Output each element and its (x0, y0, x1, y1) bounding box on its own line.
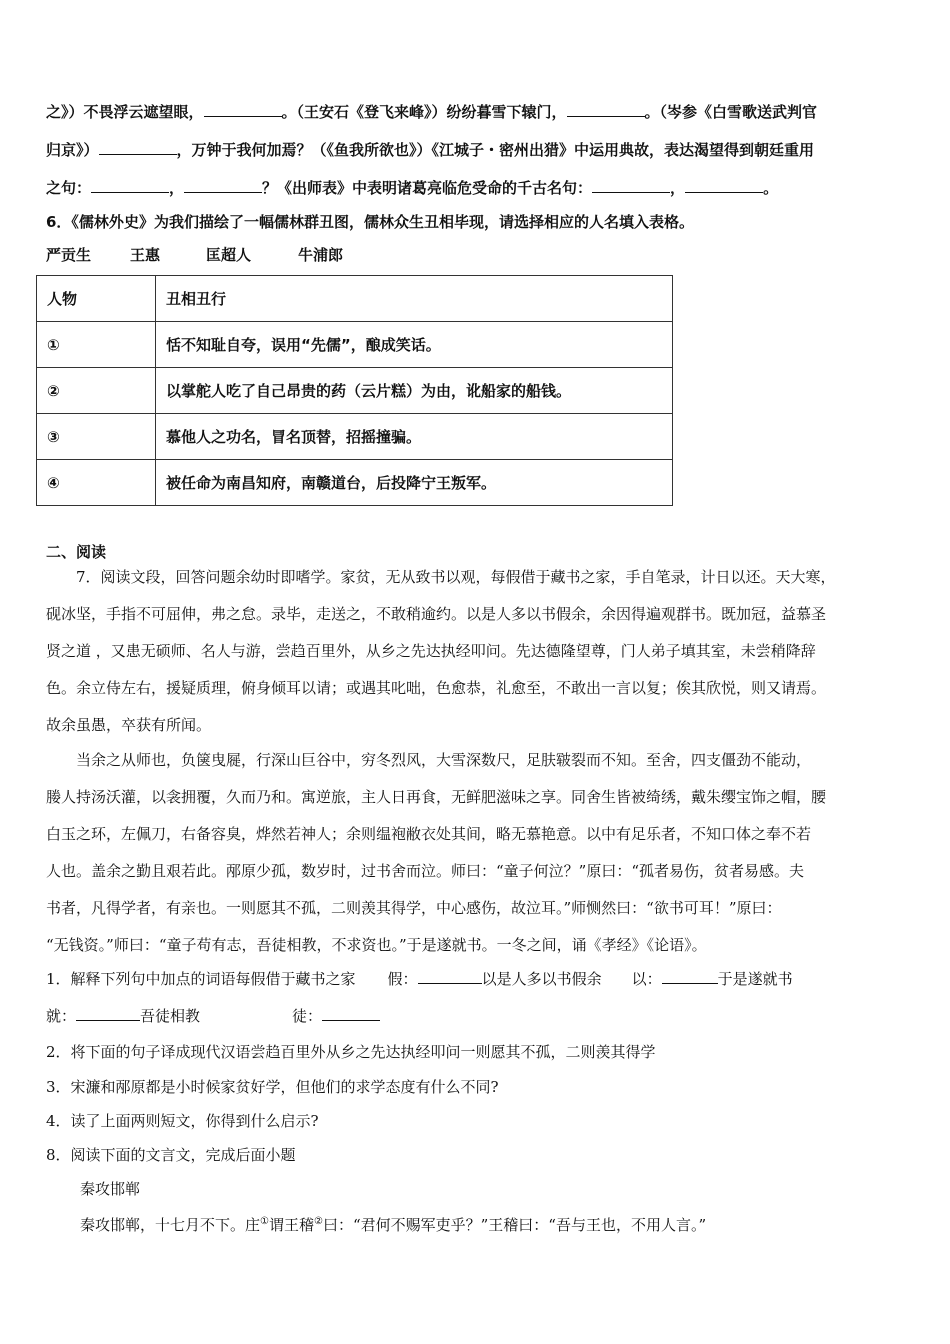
footnote-marker: ② (314, 1216, 323, 1227)
header-behavior: 丑相丑行 (156, 276, 673, 322)
passage-line: 秦攻邯郸，十七月不下。庄①谓王稽②曰：“君何不赐军吏乎？”王稽曰：“吾与王也，不用人言。” (80, 1216, 707, 1234)
answer-blank[interactable] (184, 178, 262, 193)
name-option: 王惠 (130, 246, 161, 264)
section-heading: 二、阅读 (46, 543, 107, 561)
passage-line: 媵人持汤沃灌，以衾拥覆，久而乃和。寓逆旅，主人日再食，无鲜肥滋味之享。同舍生皆被绮绣，戴朱缨宝饰之帽，腰 (46, 788, 827, 806)
passage-line: “无钱资。”师曰：“童子苟有志，吾徒相教，不求资也。”于是遂就书。一冬之间，诵《孝经》《论语》。 (46, 936, 707, 954)
name-option: 牛浦郎 (298, 246, 344, 264)
q7-sub1-line1: 1．解释下列句中加点的词语每假借于藏书之家 假： 以是人多以书假余 以： 于是遂就书 (46, 970, 793, 988)
answer-blank-yi[interactable] (662, 969, 718, 984)
row-description: 以掌舵人吃了自己昂贵的药（云片糕）为由，讹船家的船钱。 (156, 368, 673, 414)
row-description: 被任命为南昌知府，南赣道台，后投降宁王叛军。 (156, 460, 673, 506)
header-character: 人物 (37, 276, 156, 322)
q7-sub2: 2．将下面的句子译成现代汉语尝趋百里外从乡之先达执经叩问一则愿其不孤，二则羡其得学 (46, 1043, 656, 1061)
name-option: 严贡生 (46, 246, 92, 264)
passage-line: 色。余立侍左右，援疑质理，俯身倾耳以请；或遇其叱咄，色愈恭，礼愈至，不敢出一言以复；俟其欣悦，则又请焉。 (46, 679, 827, 697)
answer-blank-jia[interactable] (418, 969, 482, 984)
passage-line: 7．阅读文段，回答问题余幼时即嗜学。家贫，无从致书以观，每假借于藏书之家，手自笔录，计日以还。天大寒， (76, 568, 836, 586)
q7-sub1-line2: 就： 吾徒相教 徒： (46, 1006, 380, 1026)
passage-line: 白玉之环，左佩刀，右备容臭，烨然若神人；余则缊袍敝衣处其间，略无慕艳意。以中有足乐者，不知口体之奉不若 (46, 825, 812, 843)
passage-title: 秦攻邯郸 (80, 1180, 141, 1198)
row-marker[interactable]: ④ (37, 460, 156, 506)
row-marker[interactable]: ② (37, 368, 156, 414)
passage-line: 故余虽愚，卒获有所闻。 (46, 716, 212, 734)
question-6-prompt: 6．《儒林外史》为我们描绘了一幅儒林群丑图，儒林众生丑相毕现，请选择相应的人名填入表格。 (46, 213, 694, 231)
answer-blank-jiu[interactable] (76, 1006, 140, 1021)
row-description: 恬不知耻自夸，误用“先儒”，酿成笑话。 (156, 322, 673, 368)
answer-blank[interactable] (685, 178, 763, 193)
table-row (37, 368, 673, 414)
passage-line: 当余之从师也，负箧曳屣，行深山巨谷中，穷冬烈风，大雪深数尺，足肤皲裂而不知。至舍，四支僵劲不能动， (76, 751, 812, 769)
character-table (36, 275, 673, 506)
footnote-marker: ① (260, 1216, 269, 1227)
answer-blank[interactable] (91, 178, 169, 193)
fill-in-line-2: 归京》） ，万钟于我何加焉？（《鱼我所欲也》）《江城子・密州出猎》中运用典故，表达渴望得到朝廷重用 (46, 141, 815, 159)
answer-blank[interactable] (592, 178, 670, 193)
passage-line: 砚冰坚，手指不可屈伸，弗之怠。录毕，走送之，不敢稍逾约。以是人多以书假余，余因得遍观群书。既加冠，益慕圣 (46, 605, 827, 623)
name-option: 匡超人 (206, 246, 252, 264)
row-description: 慕他人之功名，冒名顶替，招摇撞骗。 (156, 414, 673, 460)
question-8-prompt: 8．阅读下面的文言文，完成后面小题 (46, 1146, 296, 1164)
passage-line: 贤之道 ，又患无硕师、名人与游，尝趋百里外，从乡之先达执经叩问。先达德隆望尊，门人弟子填其室，未尝稍降辞 (46, 642, 816, 660)
passage-line: 人也。盖余之勤且艰若此。邴原少孤，数岁时，过书舍而泣。师曰：“童子何泣？”原曰：“孤者易伤，贫者易感。夫 (46, 862, 805, 880)
name-options (46, 245, 343, 265)
row-marker[interactable]: ① (37, 322, 156, 368)
passage-line: 书者，凡得学者，有亲也。一则愿其不孤，二则羡其得学，中心感伤，故泣耳。”师恻然曰：“欲书可耳！”原曰： (46, 899, 782, 917)
q7-sub3: 3．宋濂和邴原都是小时候家贫好学，但他们的求学态度有什么不同? (46, 1078, 499, 1096)
answer-blank[interactable] (567, 102, 645, 117)
answer-blank[interactable] (99, 140, 177, 155)
q7-sub4: 4．读了上面两则短文，你得到什么启示? (46, 1112, 319, 1130)
row-marker[interactable]: ③ (37, 414, 156, 460)
table-row (37, 322, 673, 368)
answer-blank[interactable] (204, 102, 282, 117)
answer-blank-tu[interactable] (322, 1006, 380, 1021)
table-row (37, 460, 673, 506)
table-header-row (37, 276, 673, 322)
fill-in-line-3: 之句： ， ？《出师表》中表明诸葛亮临危受命的千古名句： ， 。 (46, 179, 779, 197)
fill-in-line-1: 之》）不畏浮云遮望眼， 。（王安石《登飞来峰》）纷纷暮雪下辕门， 。（岑参《白雪歌送武判官 (46, 103, 818, 121)
table-row (37, 414, 673, 460)
